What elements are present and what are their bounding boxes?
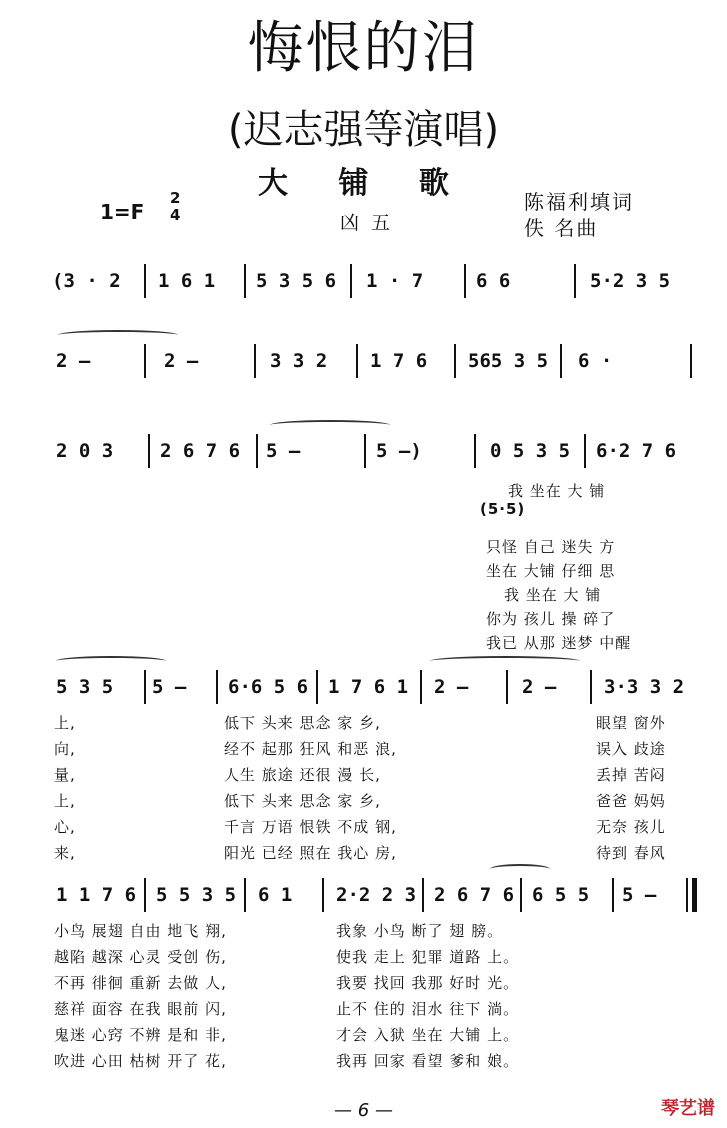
barline — [256, 434, 258, 468]
measure: 6 5 5 — [532, 884, 590, 906]
barline — [144, 670, 146, 704]
measure: 2 — — [434, 676, 469, 698]
measure: 2 0 3 — [56, 440, 114, 462]
measure: 1 1 7 6 — [56, 884, 137, 906]
barline — [144, 344, 146, 378]
barline — [144, 264, 146, 298]
measure: 2 — — [56, 350, 91, 372]
measure: (3 · 2 — [52, 270, 121, 292]
barline — [316, 670, 318, 704]
lyric-line: 阳光 已经 照在 我心 房, — [224, 844, 397, 862]
slur — [270, 420, 390, 430]
performer-note: (迟志强等演唱) — [227, 107, 500, 153]
lyric-line: 坐在 大铺 仔细 思 — [486, 562, 616, 580]
lyric-line: 经不 起那 狂风 和恶 浪, — [224, 740, 397, 758]
barline — [464, 264, 466, 298]
measure: 6 6 — [476, 270, 511, 292]
barline — [254, 344, 256, 378]
measure: 0 5 3 5 — [490, 440, 571, 462]
measure: 565 3 5 — [468, 350, 549, 372]
lyric-line: 眼望 窗外 — [596, 714, 666, 732]
key-signature: 1=F — [100, 200, 145, 224]
measure: 2 6 7 6 — [434, 884, 515, 906]
lyric-line: 慈祥 面容 在我 眼前 闪, — [54, 1000, 227, 1018]
measure: 5 — — [622, 884, 657, 906]
barline — [144, 878, 146, 912]
lyric-line: 来, — [54, 844, 76, 862]
barline — [322, 878, 324, 912]
barline — [690, 344, 692, 378]
barline — [584, 434, 586, 468]
lyric-line: 丢掉 苦闷 — [596, 766, 666, 784]
measure: 2 6 7 6 — [160, 440, 241, 462]
measure: 6 1 — [258, 884, 293, 906]
composer-credit: 佚 名曲 — [524, 216, 599, 240]
measure: 1 7 6 1 — [328, 676, 409, 698]
lyric-line: 我再 回家 看望 爹和 娘。 — [336, 1052, 520, 1070]
lyric-line: 无奈 孩儿 — [596, 818, 666, 836]
lyric-line: (5·5) — [480, 500, 526, 518]
slur — [58, 330, 178, 340]
lyricist-credit: 陈福利填词 — [524, 190, 634, 214]
measure: 6·6 5 6 — [228, 676, 309, 698]
measure: 5 5 3 5 — [156, 884, 237, 906]
measure: 6 · — [578, 350, 613, 372]
barline — [244, 264, 246, 298]
measure: 1 7 6 — [370, 350, 428, 372]
measure: 1 6 1 — [158, 270, 216, 292]
lyric-line: 人生 旅途 还很 漫 长, — [224, 766, 381, 784]
measure: 5 — — [266, 440, 301, 462]
page-number: — 6 — — [334, 1100, 393, 1121]
barline — [422, 878, 424, 912]
barline — [216, 670, 218, 704]
slur — [490, 864, 550, 874]
measure: 2 — — [522, 676, 557, 698]
lyric-line: 小鸟 展翅 自由 地飞 翔, — [54, 922, 227, 940]
lyric-line: 向, — [54, 740, 76, 758]
lyric-line: 误入 歧途 — [596, 740, 666, 758]
lyric-line: 不再 徘徊 重新 去做 人, — [54, 974, 227, 992]
measure: 3 3 2 — [270, 350, 328, 372]
mode-mark: 凶五 — [340, 212, 403, 234]
barline — [612, 878, 614, 912]
barline — [590, 670, 592, 704]
lyric-line: 我 坐在 大 铺 — [508, 482, 606, 500]
barline — [506, 670, 508, 704]
song-title: 悔恨的泪 — [247, 16, 480, 81]
lyric-line: 止不 住的 泪水 往下 淌。 — [336, 1000, 520, 1018]
measure: 3·3 3 2 — [604, 676, 685, 698]
lyric-line: 只怪 自己 迷失 方 — [486, 538, 616, 556]
measure: 5 3 5 6 — [256, 270, 337, 292]
measure: 2·2 2 3 — [336, 884, 417, 906]
watermark-logo: 琴艺谱 — [661, 1098, 715, 1119]
lyric-line: 越陷 越深 心灵 受创 伤, — [54, 948, 227, 966]
lyric-line: 待到 春风 — [596, 844, 666, 862]
barline — [474, 434, 476, 468]
section-title: 大 铺 歌 — [258, 166, 469, 201]
barline — [520, 878, 522, 912]
barline — [560, 344, 562, 378]
lyric-line: 鬼迷 心窍 不辨 是和 非, — [54, 1026, 227, 1044]
lyric-line: 你为 孩儿 操 碎了 — [486, 610, 616, 628]
lyric-line: 千言 万语 恨铁 不成 钢, — [224, 818, 397, 836]
lyric-line: 才会 入狱 坐在 大铺 上。 — [336, 1026, 520, 1044]
lyric-line: 我 坐在 大 铺 — [504, 586, 602, 604]
barline — [364, 434, 366, 468]
lyric-line: 上, — [54, 792, 76, 810]
lyric-line: 我要 找回 我那 好时 光。 — [336, 974, 520, 992]
measure: 1 · 7 — [366, 270, 424, 292]
lyric-line: 上, — [54, 714, 76, 732]
measure: 6·2 7 6 — [596, 440, 677, 462]
lyric-line: 爸爸 妈妈 — [596, 792, 666, 810]
lyric-line: 低下 头来 思念 家 乡, — [224, 792, 381, 810]
barline — [244, 878, 246, 912]
barline — [148, 434, 150, 468]
barline — [356, 344, 358, 378]
lyric-line: 心, — [54, 818, 76, 836]
slur — [56, 656, 166, 666]
measure: 5·2 3 5 — [590, 270, 671, 292]
barline — [420, 670, 422, 704]
measure: 5 — — [152, 676, 187, 698]
measure: 5 3 5 — [56, 676, 114, 698]
barline — [454, 344, 456, 378]
measure: 2 — — [164, 350, 199, 372]
final-barline — [692, 878, 697, 912]
lyric-line: 使我 走上 犯罪 道路 上。 — [336, 948, 520, 966]
final-barline — [686, 878, 688, 912]
slur — [430, 656, 580, 666]
time-signature: 2 4 — [170, 189, 181, 224]
lyric-line: 吹进 心田 枯树 开了 花, — [54, 1052, 227, 1070]
barline — [350, 264, 352, 298]
barline — [574, 264, 576, 298]
measure: 5 —) — [376, 440, 422, 462]
lyric-line: 量, — [54, 766, 76, 784]
lyric-line: 我象 小鸟 断了 翅 膀。 — [336, 922, 504, 940]
lyric-line: 我已 从那 迷梦 中醒 — [486, 634, 632, 652]
lyric-line: 低下 头来 思念 家 乡, — [224, 714, 381, 732]
